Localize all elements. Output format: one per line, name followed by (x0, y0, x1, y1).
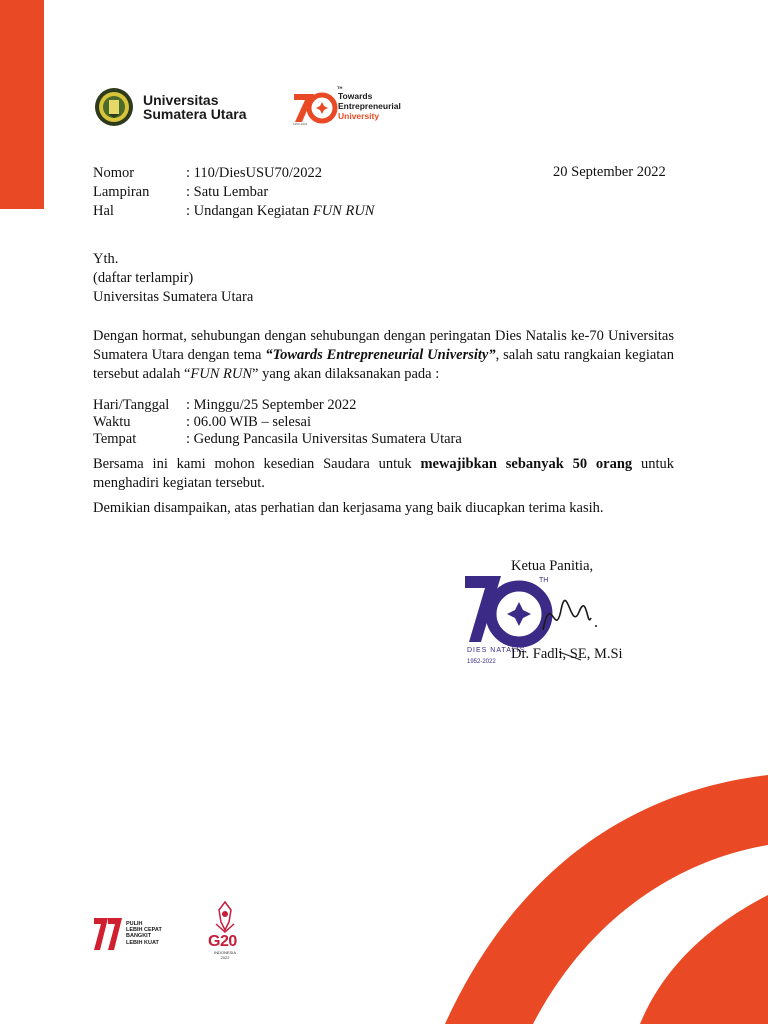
time-value: : 06.00 WIB – selesai (186, 414, 311, 430)
dies-line-1: Towards (338, 91, 373, 101)
hut77-line-2: LEBIH CEPAT (126, 927, 162, 934)
stamp-th-text: TH (539, 577, 549, 584)
p1-text-b: , salah satu rangkaian kegiatan tersebut adalah “ (93, 347, 674, 382)
hut-ri-77-logo (92, 916, 124, 952)
dies-line-2: Entrepreneurial (338, 101, 401, 111)
usu-wordmark (143, 93, 247, 121)
dies-th-label: TH (337, 85, 343, 90)
signature-name: Dr. Fadli, SE, M.Si (511, 646, 623, 662)
hut77-line-1: PULIH (126, 921, 143, 927)
p1-theme: “Towards Entrepreneurial University” (265, 347, 496, 363)
body-paragraph-2 (93, 455, 674, 493)
stamp-years-text: 1952-2022 (467, 659, 496, 665)
dies-theme-text (337, 85, 401, 121)
recipient-line-2: (daftar terlampir) (93, 270, 194, 286)
hut77-line-3: BANGKIT (126, 933, 152, 940)
recipient-line-3: Universitas Sumatera Utara (93, 289, 254, 305)
p2-text-b: untuk menghadiri kegiatan tersebut. (93, 456, 675, 491)
hut77-line-4: LEBIH KUAT (126, 939, 159, 946)
body-paragraph-1 (93, 327, 674, 384)
hal-value-em: FUN RUN (312, 203, 375, 219)
time-label: Waktu (93, 414, 131, 430)
schedule-block (0, 396, 768, 456)
letter-date: 20 September 2022 (553, 164, 666, 180)
g20-sub-1: INDONESIA (213, 950, 236, 955)
dies-years-small: 1952-2022 (293, 122, 308, 126)
place-label: Tempat (93, 431, 137, 447)
stamp-dies-text: DIES NATALIS (467, 647, 526, 654)
place-value: : Gedung Pancasila Universitas Sumatera Utara (186, 431, 462, 447)
recipient-block (93, 250, 674, 307)
nomor-value: : 110/DiesUSU70/2022 (186, 165, 323, 181)
day-label: Hari/Tanggal (93, 397, 170, 413)
p1-text-c: ” yang akan dilaksanakan pada : (252, 366, 440, 382)
usu-seal-logo (94, 87, 134, 127)
p2-text-a: Bersama ini kami mohon kesedian Saudara untuk (93, 456, 421, 472)
day-value: : Minggu/25 September 2022 (186, 397, 357, 413)
p2-bold: mewajibkan sebanyak 50 orang (420, 456, 633, 472)
g20-label: G20 (208, 933, 237, 950)
usu-line-2: Sumatera Utara (143, 106, 247, 122)
signature-title: Ketua Panitia, (511, 558, 594, 574)
p1-text-a: Dengan hormat, sehubungan dengan sehubungan dengan peringatan Dies Natalis ke-70 Universitas Sumatera Utara dengan tema (93, 328, 674, 363)
p1-em: FUN RUN (190, 366, 253, 382)
lampiran-label: Lampiran (93, 184, 150, 200)
hal-label: Hal (93, 203, 114, 219)
hut-ri-77-tagline (126, 921, 162, 946)
g20-subtitle (208, 951, 242, 960)
lampiran-value: : Satu Lembar (186, 184, 269, 200)
recipient-line-1: Yth. (93, 251, 119, 267)
body-paragraph-3: Demikian disampaikan, atas perhatian dan kerjasama yang baik diucapkan terima kasih. (93, 500, 604, 516)
hal-value (186, 202, 374, 221)
nomor-label: Nomor (93, 165, 135, 181)
dies-line-3: University (338, 111, 380, 121)
hal-value-prefix: : Undangan Kegiatan (186, 203, 313, 219)
usu-line-1: Universitas (143, 92, 219, 108)
g20-sub-2: 2022 (220, 954, 230, 960)
